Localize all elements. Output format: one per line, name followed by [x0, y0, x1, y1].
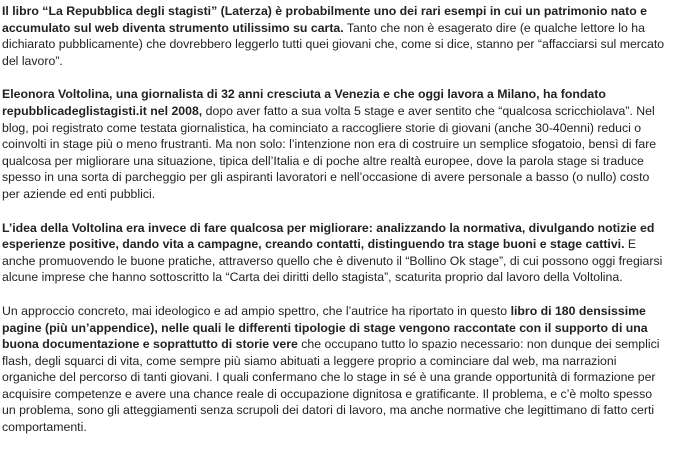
paragraph-approach: [2, 303, 669, 436]
paragraph-initiative: [2, 220, 669, 286]
approach-text-start: Un approccio concreto, mai ideologico e ad ampio spettro, che l’autrice ha riportato in questo: [2, 303, 511, 318]
initiative-text: E anche promuovendo le buone pratiche, attraverso quello che è divenuto il “Bollino Ok stage”, di cui possono oggi fregiarsi alcune imprese che hanno sottoscritto la “Carta dei diritti dello stagista”, scaturita proprio dal lavoro della Voltolina.: [2, 237, 663, 285]
initiative-highlight: L’idea della Voltolina era invece di fare qualcosa per migliorare: analizzando la normativa, divulgando notizie ed esperienze positive, dando vita a campagne, creando contatti, distinguendo tra stage buoni e stage cattivi.: [2, 220, 655, 252]
paragraph-book-intro: [2, 3, 669, 69]
author-bio-highlight: Eleonora Voltolina, una giornalista di 32 anni cresciuta a Venezia e che oggi lavora a Milano, ha fondato repubblicadeglistagisti.it nel 2008,: [2, 87, 606, 118]
paragraph-author-bio: [2, 86, 669, 202]
approach-highlight: libro di 180 densissime pagine (più un’appendice), nelle quali le differenti tipologie di stage vengono raccontate con il supporto di una buona documentazione e soprattutto di storie vere: [2, 303, 648, 352]
book-intro-highlight: Il libro “La Repubblica degli stagisti” (Laterza) è probabilmente uno dei rari esempi in cui un patrimonio nato e accumulato sul web diventa strumento utilissimo su carta.: [2, 4, 647, 35]
book-intro-text: Tanto che non è esagerato dire (e qualche lettore lo ha dichiarato pubblicamente) che dovrebbero leggerlo tutti quei giovani che, come si dice, stanno per “affacciarsi sul mercato del lavoro”.: [2, 20, 665, 68]
approach-text-end: che occupano tutto lo spazio necessario: non dunque dei semplici flash, degli squarci di vita, come sempre più siamo abituati a leggere proprio a cominciare dal web, ma narrazioni organiche del percorso di tanti giovani. I quali confermano che lo stage in sé è una grande opportunità di formazione per acquisire competenze e avere una chance reale di occupazione dignitosa e gratificante. Il problema, e c’è molto spesso un problema, sono gli atteggiamenti senza scrupoli dei datori di lavoro, ma anche normative che legittimano di fatto certi comportamenti.: [2, 337, 660, 435]
author-bio-text: dopo aver fatto a sua volta 5 stage e aver sentito che “qualcosa scricchiolava”. Nel blog, poi registrato come testata giornalistica, ha cominciato a raccogliere storie di giovani (anche 30-40enni) reduci o coinvolti in stage più o meno frustranti. Ma non solo: l’intenzione non era di costruire un semplice sfogatoio, bensì di fare qualcosa per migliorare una situazione, tipica dell’Italia e di poche altre realtà europee, dove la parola stage si traduce spesso in una sorta di parcheggio per gli aspiranti lavoratori e nell’occasione di avere personale a basso (o nullo) costo per aziende ed enti pubblici.: [2, 103, 657, 201]
